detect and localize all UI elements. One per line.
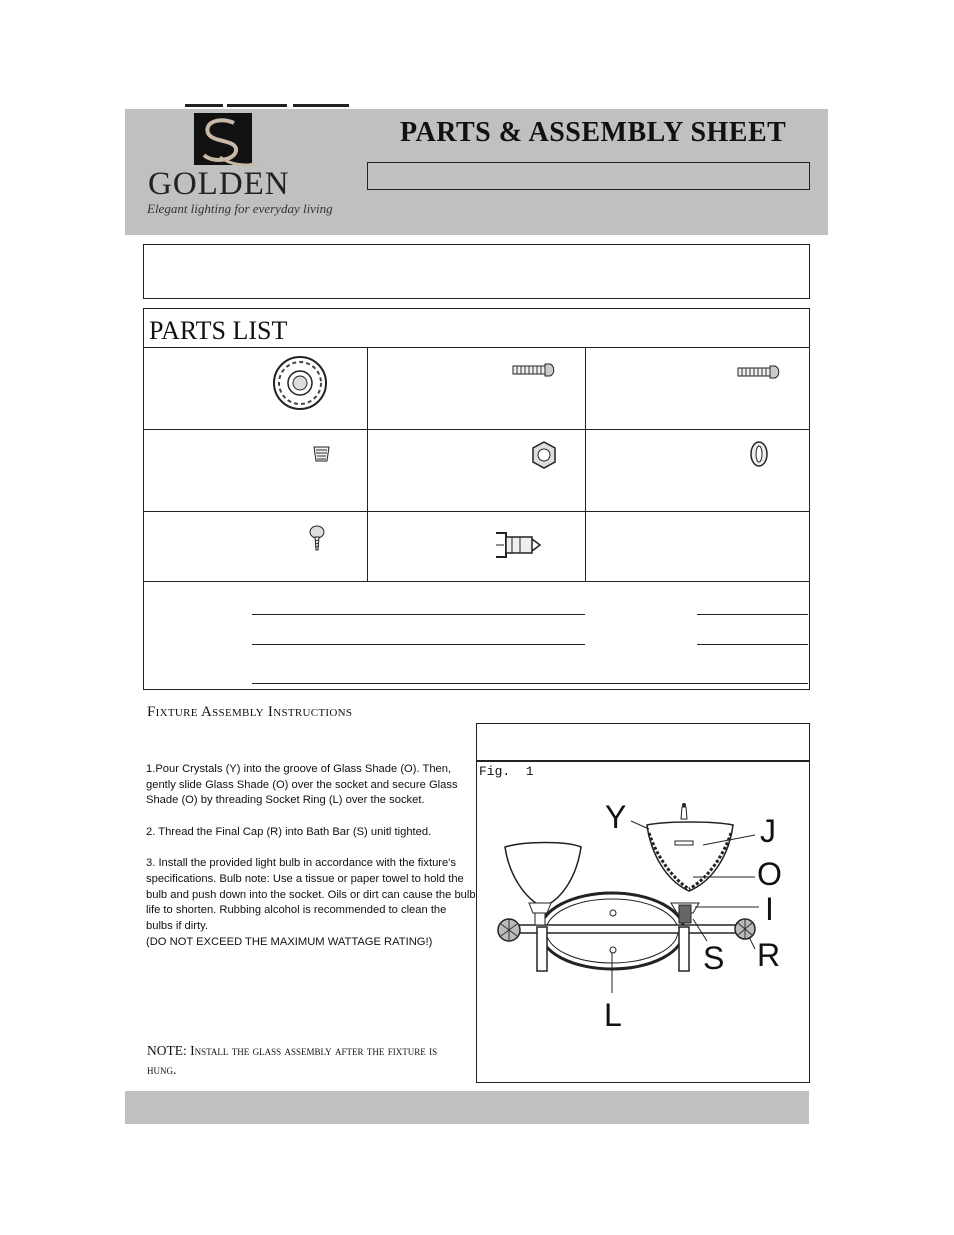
blank-line <box>252 683 808 684</box>
instruction-step: 2. Thread the Final Cap (R) into Bath Bar (S) unitl tighted. <box>146 825 432 838</box>
callout-bath-bar: S <box>703 940 725 976</box>
figure-header-rule <box>476 760 809 762</box>
figure-label: Fig. 1 <box>479 764 534 779</box>
screw-icon <box>512 362 556 378</box>
parts-list-table <box>143 308 810 690</box>
blank-line <box>697 644 808 645</box>
fixture-diagram <box>477 795 807 1035</box>
logo-tab-lines <box>185 104 349 109</box>
blank-line <box>697 614 808 615</box>
callout-glass-shade: O <box>757 856 782 892</box>
callout-socket-ring: L <box>604 997 622 1033</box>
table-rule <box>143 581 809 582</box>
instruction-steps <box>146 762 476 966</box>
callout-crystals: Y <box>605 799 627 835</box>
callout-i: I <box>765 891 774 927</box>
ring-washer-icon <box>749 440 769 468</box>
title-field <box>367 162 810 190</box>
wire-nut-icon <box>312 445 332 463</box>
brand-name: GOLDEN <box>148 166 290 202</box>
wattage-warning: (DO NOT EXCEED THE MAXIMUM WATTAGE RATING!) <box>146 935 433 948</box>
table-rule <box>143 429 809 430</box>
instruction-step: 3. Install the provided light bulb in accordance with the fixture's specifications. Bulb note: Use a tissue or paper towel to hold the bulb and push down into the socket. Oils or dirt can cause the bulb life to shorten. Rubbing alcohol is recommended to clean the bulbs if dirty. <box>146 857 476 932</box>
table-rule <box>143 347 809 348</box>
callout-j: J <box>760 813 776 849</box>
assembly-note <box>147 1041 457 1079</box>
note-label: NOTE: <box>147 1043 187 1058</box>
instruction-step: 1.Pour Crystals (Y) into the groove of Glass Shade (O). Then, gently slide Glass Shade (O) over the socket and secure Glass Shade (O) by threading Socket Ring (L) over the socket. <box>146 763 458 807</box>
mounting-strap-icon <box>492 529 548 561</box>
note-text: Install the glass assembly after the fixture is hung. <box>147 1043 438 1077</box>
footer-band <box>125 1091 809 1124</box>
info-box <box>143 244 810 299</box>
brand-tagline: Elegant lighting for everyday living <box>147 201 333 216</box>
hex-nut-icon <box>531 441 557 469</box>
blank-line <box>252 644 585 645</box>
golden-logo-icon <box>190 111 260 169</box>
instructions-title: Fixture Assembly Instructions <box>147 704 353 720</box>
blank-line <box>252 614 585 615</box>
table-rule <box>143 511 809 512</box>
page-title: PARTS & ASSEMBLY SHEET <box>400 117 787 148</box>
table-rule <box>585 347 586 581</box>
canopy-plate-icon <box>272 355 328 411</box>
ground-screw-icon <box>308 524 328 552</box>
table-rule <box>367 347 368 581</box>
screw-icon <box>737 364 781 380</box>
parts-list-title: PARTS LIST <box>149 316 288 345</box>
callout-final-cap: R <box>757 937 781 973</box>
